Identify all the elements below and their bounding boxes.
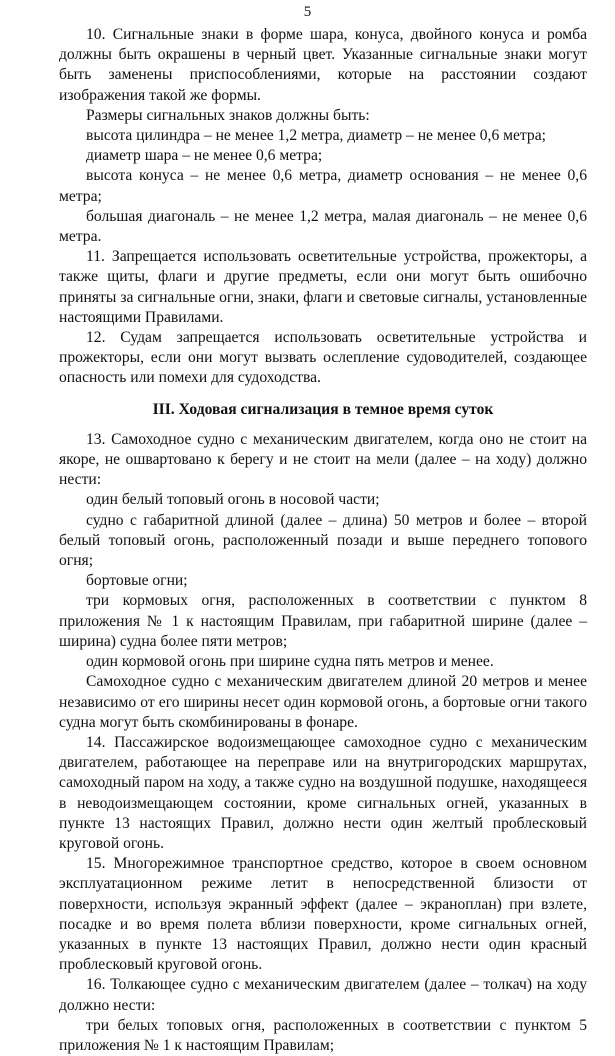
size-item-rhombus: большая диагональ – не менее 1,2 метра, малая диагональ – не менее 0,6 метра. [59,207,587,246]
paragraph-12: 12. Судам запрещается использовать осветительные устройства и прожекторы, если они могут вызвать ослепление судоводителей, создающее опасность или помехи для судоходства. [59,329,587,387]
paragraph-15: 15. Многорежимное транспортное средство, которое в своем основном эксплуатационном режиме летит в непосредственной близости от поверхности, используя экранный эффект (далее – экраноплан) при взлете, посадке и во время полета вблизи поверхности, кроме сигнальных огней, указанных в пункте 13 настоящих Правил, должно нести один красный проблесковый круговой огонь. [59,855,587,974]
section-heading: III. Ходовая сигнализация в темное время суток [152,400,494,418]
document-body [59,25,587,1056]
size-item-ball: диаметр шара – не менее 0,6 метра; [86,147,323,165]
paragraph-13-item-1: один белый топовый огонь в носовой части; [86,491,380,509]
paragraph-13-item-5: один кормовой огонь при ширине судна пять метров и менее. [86,653,494,671]
paragraph-13-item-4: три кормовых огня, расположенных в соответствии с пунктом 8 приложения № 1 к настоящим Правилам, при габаритной ширине (далее – ширина) судна более пяти метров; [59,592,587,650]
paragraph-10: 10. Сигнальные знаки в форме шара, конуса, двойного конуса и ромба должны быть окрашены в черный цвет. Указанные сигнальные знаки могут быть заменены приспособлениями, которые на расстоянии создают изображения такой же формы. [59,26,587,104]
paragraph-sizes-intro: Размеры сигнальных знаков должны быть: [86,106,370,124]
paragraph-11: 11. Запрещается использовать осветительные устройства, прожекторы, а также щиты, флаги и другие предметы, если они могут быть ошибочно приняты за сигнальные огни, знаки, флаги и световые сигналы, установленные настоящими Правилами. [59,248,587,326]
size-item-cylinder: высота цилиндра – не менее 1,2 метра, диаметр – не менее 0,6 метра; [86,127,546,145]
paragraph-13-note: Самоходное судно с механическим двигателем длиной 20 метров и менее независимо от его ширины несет один кормовой огонь, а бортовые огни такого судна могут быть скомбинированы в фонаре. [59,673,587,731]
paragraph-16-item-1: три белых топовых огня, расположенных в соответствии с пунктом 5 приложения № 1 к настоящим Правилам; [59,1016,587,1054]
paragraph-14: 14. Пассажирское водоизмещающее самоходное судно с механическим двигателем, работающее на переправе или на внутригородских маршрутах, самоходный паром на ходу, а также судно на воздушной подушке, находящееся в неводоизмещающем состоянии, кроме сигнальных огней, указанных в пункте 13 настоящих Правил, должно нести один желтый проблесковый круговой огонь. [59,733,587,852]
paragraph-13-item-3: бортовые огни; [86,572,188,590]
page-number: 5 [303,4,312,20]
paragraph-16: 16. Толкающее судно с механическим двигателем (далее – толкач) на ходу должно нести: [59,976,587,1014]
paragraph-13: 13. Самоходное судно с механическим двигателем, когда оно не стоит на якоре, не ошвартовано к берегу и не стоит на мели (далее – на ходу) должно нести: [59,430,587,489]
size-item-cone: высота конуса – не менее 0,6 метра, диаметр основания – не менее 0,6 метра; [59,167,587,205]
paragraph-13-item-2: судно с габаритной длиной (далее – длина) 50 метров и более – второй белый топовый огонь, расположенный позади и выше переднего топового огня; [59,511,587,570]
